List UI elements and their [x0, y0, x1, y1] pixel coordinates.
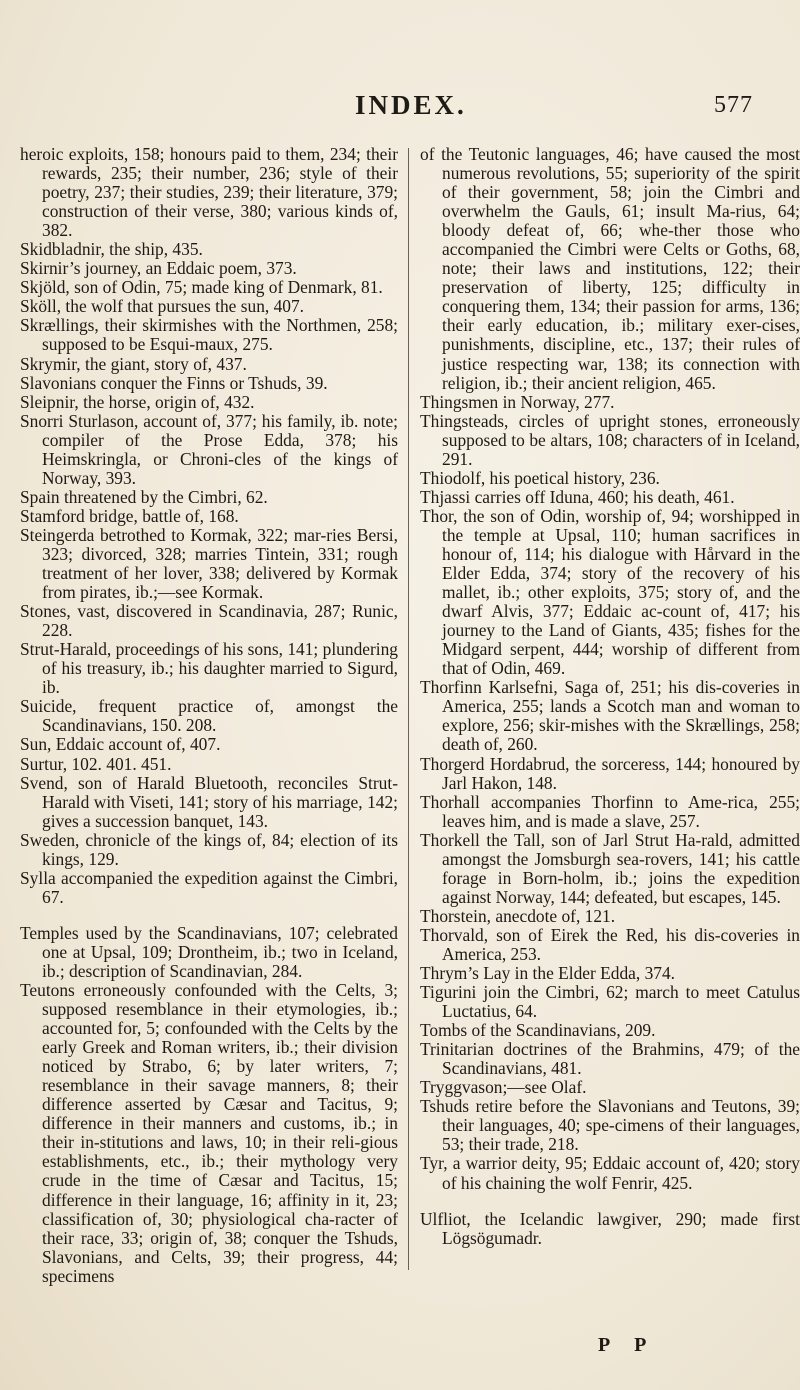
- index-entry: Tryggvason;—see Olaf.: [420, 1077, 587, 1098]
- index-entry: Teutons erroneously confounded with the Celts, 3; supposed resemblance in their etymologies, ib.; accounted for, 5; confounded with the Celts by the early Greek and Roman writers, ib.; their division noticed by Strabo, 6; by later writers, 7; resemblance in their savage manners, 8; their difference asserted by Cæsar and Tacitus, 9; difference in their manners and customs, ib.; in their in-stitutions and laws, 10; in their reli-gious establishments, etc., ib.; their mythology very crude in the time of Cæsar and Tacitus, 15; difference in their language, 16; affinity in it, 23; classification of, 30; physiological cha-racter of their race, 33; origin of, 38; conquer the Tshuds, Slavonians, and Celts, 39; their progress, 44; specimens: [20, 980, 398, 1286]
- index-entry: Thorhall accompanies Thorfinn to Ame-rica, 255; leaves him, and is made a slave, 257.: [420, 791, 800, 831]
- index-entry: Temples used by the Scandinavians, 107; celebrated one at Upsal, 109; Drontheim, ib.; two in Iceland, ib.; description of Scandinavian, 284.: [20, 922, 398, 981]
- signature-mark: P P: [598, 1334, 657, 1356]
- index-entry: Thingsteads, circles of upright stones, erroneously supposed to be altars, 108; characters of in Iceland, 291.: [420, 410, 800, 469]
- index-entry: Stones, vast, discovered in Scandinavia, 287; Runic, 228.: [20, 601, 398, 641]
- index-entry: Skjöld, son of Odin, 75; made king of Denmark, 81.: [20, 277, 383, 298]
- left-column: [20, 145, 398, 1286]
- index-entry: Thiodolf, his poetical history, 236.: [420, 467, 660, 488]
- index-entry: Thorstein, anecdote of, 121.: [420, 905, 616, 926]
- index-entry: Tombs of the Scandinavians, 209.: [420, 1020, 656, 1041]
- index-entry: Skrællings, their skirmishes with the Northmen, 258; supposed to be Esqui-maux, 275.: [20, 315, 398, 355]
- index-entry: Thorfinn Karlsefni, Saga of, 251; his dis-coveries in America, 255; lands a Scotch man and woman to explore, 256; skir-mishes with the Skrællings, 258; death of, 260.: [420, 677, 800, 755]
- index-entry: Skirnir’s journey, an Eddaic poem, 373.: [20, 258, 297, 279]
- index-entry: Sweden, chronicle of the kings of, 84; election of its kings, 129.: [20, 829, 398, 869]
- index-entry: Suicide, frequent practice of, amongst the Scandinavians, 150. 208.: [20, 696, 398, 736]
- index-entry: Slavonians conquer the Finns or Tshuds, 39.: [20, 372, 328, 393]
- index-entry: Tyr, a warrior deity, 95; Eddaic account of, 420; story of his chaining the wolf Fenrir, 425.: [420, 1153, 800, 1193]
- index-entry: Thorkell the Tall, son of Jarl Strut Ha-rald, admitted amongst the Jomsburgh sea-rovers, 141; his cattle forage in Born-holm, ib.; joins the expedition against Norway, 144; defeated, but escapes, 145.: [420, 829, 800, 907]
- index-entry: Thrym’s Lay in the Elder Edda, 374.: [420, 963, 675, 984]
- index-entry: Thorvald, son of Eirek the Red, his dis-coveries in America, 253.: [420, 924, 800, 964]
- index-entry: Stamford bridge, battle of, 168.: [20, 505, 239, 526]
- index-entry: Svend, son of Harald Bluetooth, reconciles Strut-Harald with Viseti, 141; story of his marriage, 142; gives a succession banquet, 143.: [20, 772, 398, 831]
- index-entry: Spain threatened by the Cimbri, 62.: [20, 486, 268, 507]
- index-entry: Sköll, the wolf that pursues the sun, 407.: [20, 296, 305, 317]
- index-entry: Thorgerd Hordabrud, the sorceress, 144; honoured by Jarl Hakon, 148.: [420, 753, 800, 793]
- index-entry: of the Teutonic languages, 46; have caused the most numerous revolutions, 55; superiority of the spirit of their government, 58; join the Cimbri and overwhelm the Gauls, 61; insult Ma-rius, 64; bloody defeat of, 66; whe-ther those who accompanied the Cimbri were Celts or Goths, 68, note; their laws and institutions, 122; their preservation of liberty, 125; difficulty in conquering them, 134; their passion for arms, 136; their early education, ib.; military exer-cises, punishments, discipline, etc., 137; their rules of justice respecting war, 138; its connection with religion, ib.; their ancient religion, 465.: [420, 144, 800, 393]
- index-entry: Sun, Eddaic account of, 407.: [20, 734, 221, 755]
- index-entry: Steingerda betrothed to Kormak, 322; mar-ries Bersi, 323; divorced, 328; marries Tintein, 331; rough treatment of her lover, 338; delivered by Kormak from pirates, ib.;—see Kormak.: [20, 524, 398, 603]
- index-entry: Sleipnir, the horse, origin of, 432.: [20, 391, 255, 412]
- index-entry: Thor, the son of Odin, worship of, 94; worshipped in the temple at Upsal, 110; human sacrifices in honour of, 114; his dialogue with Hårvard in the Elder Edda, 374; story of the recovery of his mallet, ib.; other exploits, 375; story of, and the dwarf Alvis, 377; Eddaic ac-count of, 417; his journey to the Land of Giants, 435; fishes for the Midgard serpent, 444; worship of different from that of Odin, 469.: [420, 505, 800, 679]
- index-entry: Thjassi carries off Iduna, 460; his death, 461.: [420, 486, 735, 507]
- column-divider: [408, 148, 409, 1270]
- index-entry: Tshuds retire before the Slavonians and Teutons, 39; their languages, 40; spe-cimens of their languages, 53; their trade, 218.: [420, 1096, 800, 1155]
- running-head: [0, 90, 800, 130]
- index-entry: Tigurini join the Cimbri, 62; march to meet Catulus Luctatius, 64.: [420, 982, 800, 1022]
- page-title: INDEX.: [355, 90, 467, 120]
- index-entry: Snorri Sturlason, account of, 377; his family, ib. note; compiler of the Prose Edda, 378; his Heimskringla, or Chroni-cles of the kings of Norway, 393.: [20, 410, 398, 488]
- index-entry: Skidbladnir, the ship, 435.: [20, 239, 203, 260]
- index-entry: Skrymir, the giant, story of, 437.: [20, 353, 247, 374]
- index-entry: Sylla accompanied the expedition against the Cimbri, 67.: [20, 867, 398, 907]
- index-entry: Thingsmen in Norway, 277.: [420, 391, 615, 412]
- index-entry: Trinitarian doctrines of the Brahmins, 479; of the Scandinavians, 481.: [420, 1039, 800, 1079]
- index-entry: heroic exploits, 158; honours paid to them, 234; their rewards, 235; their number, 236; style of their poetry, 237; their studies, 239; their literature, 379; construction of their verse, 380; various kinds of, 382.: [20, 144, 398, 241]
- index-entry: Surtur, 102. 401. 451.: [20, 753, 172, 774]
- index-entry: Ulfliot, the Icelandic lawgiver, 290; made first Lögsögumadr.: [420, 1208, 800, 1248]
- right-column: [420, 145, 800, 1248]
- page-number: 577: [714, 92, 753, 118]
- index-entry: Strut-Harald, proceedings of his sons, 141; plundering of his treasury, ib.; his daughter married to Sigurd, ib.: [20, 639, 398, 698]
